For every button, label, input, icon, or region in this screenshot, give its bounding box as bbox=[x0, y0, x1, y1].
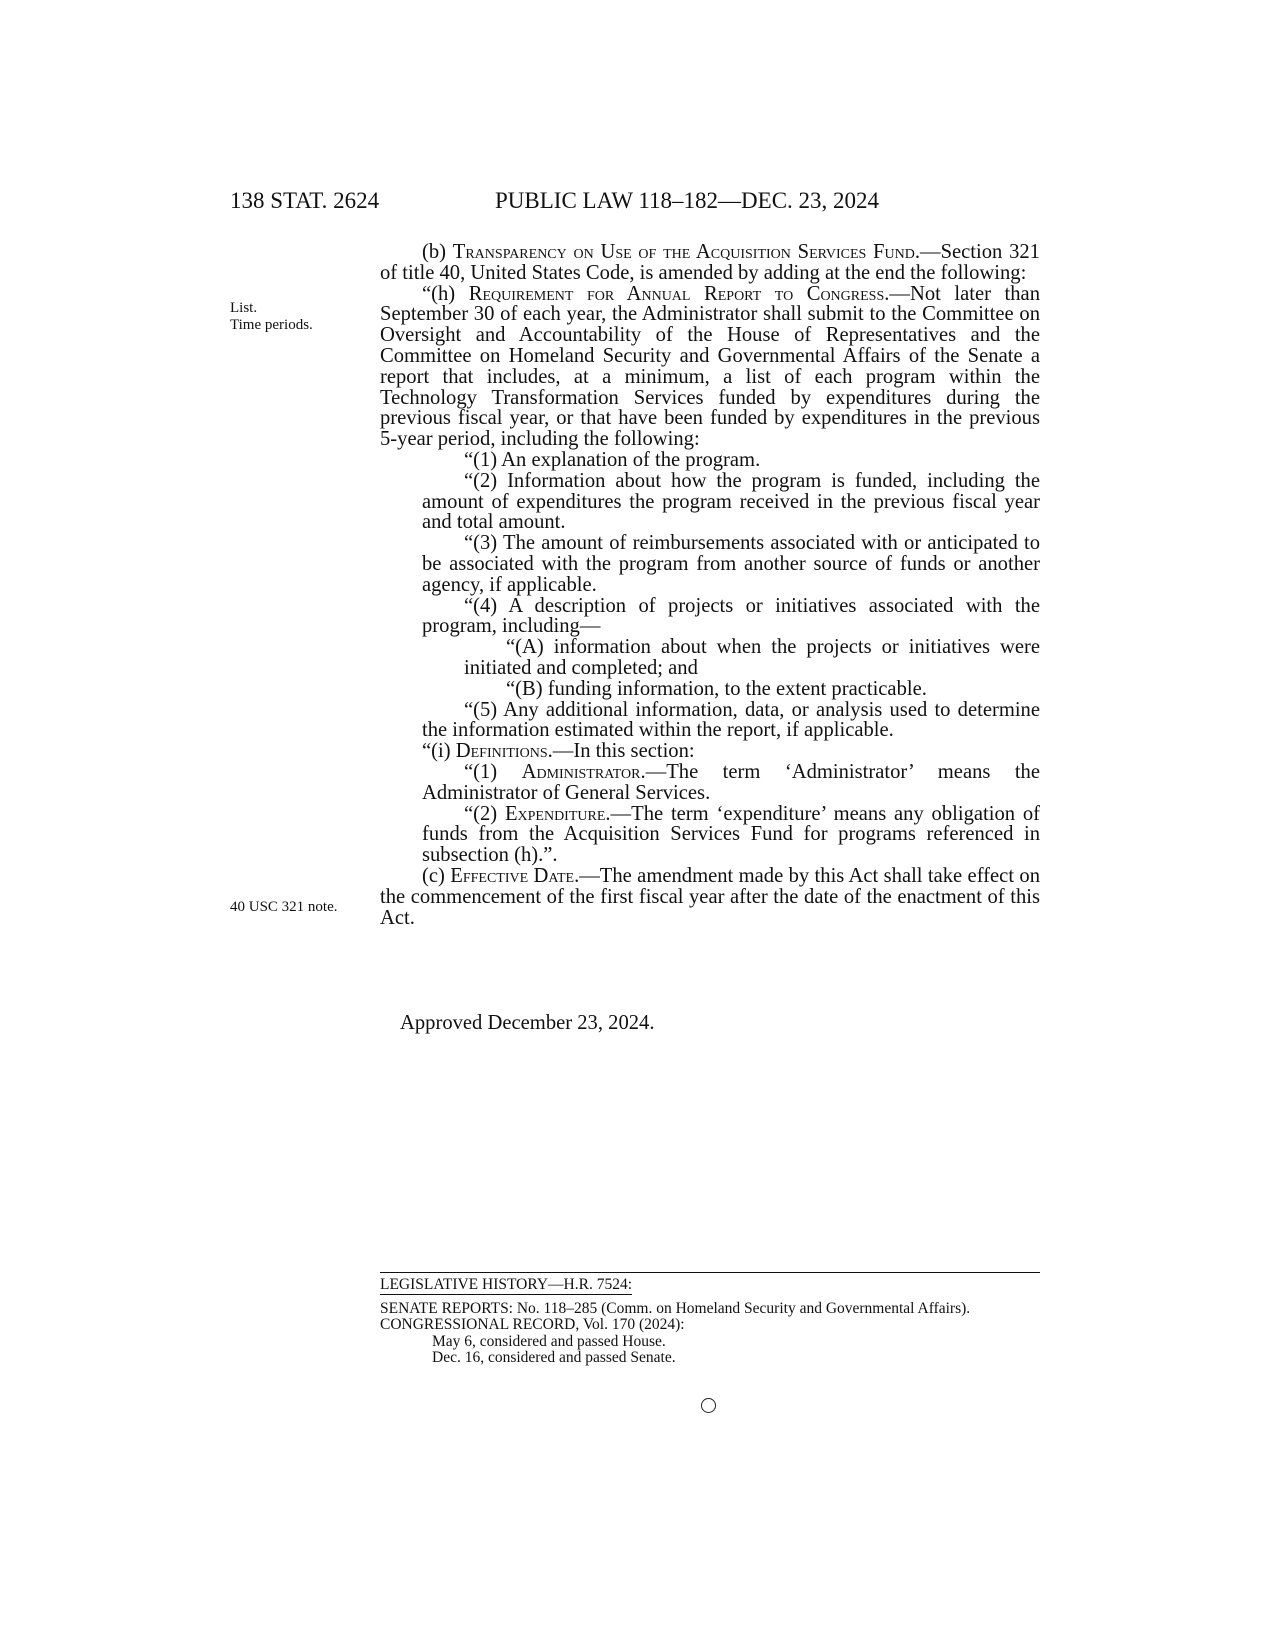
approval-date: Approved December 23, 2024. bbox=[400, 1012, 655, 1034]
margin-note-time-periods: Time periods. bbox=[230, 317, 313, 333]
definition-2-label: “(2) bbox=[464, 802, 505, 825]
definition-2-heading: Expenditure bbox=[504, 802, 606, 825]
subsection-i-heading: Definitions bbox=[455, 740, 548, 763]
section-c-label: (c) bbox=[422, 864, 451, 887]
page-header bbox=[230, 188, 1030, 218]
definition-1-heading: Administrator bbox=[521, 760, 641, 783]
margin-note-list bbox=[230, 300, 313, 334]
subsection-i-label: “(i) bbox=[422, 740, 456, 763]
record-item-senate: Dec. 16, considered and passed Senate. bbox=[432, 1349, 676, 1366]
legislative-history-title: LEGISLATIVE HISTORY—H.R. 7524: bbox=[380, 1276, 633, 1293]
section-b-label: (b) bbox=[422, 241, 453, 263]
definition-2 bbox=[380, 804, 1040, 866]
paragraph-2: “(2) Information about how the program is funded, including the amount of expenditures the program received in the previous fiscal year and total amount. bbox=[422, 469, 1040, 534]
public-law-title: PUBLIC LAW 118–182—DEC. 23, 2024 bbox=[495, 188, 880, 213]
section-b-paragraph bbox=[380, 242, 1040, 284]
legislative-history bbox=[380, 1277, 1040, 1367]
paragraph-5: “(5) Any additional information, data, or analysis used to determine the information estimated within the report, if applicable. bbox=[422, 698, 1040, 742]
definition-1-text: .—The term ‘Administrator’ means the Administrator of General Services. bbox=[422, 760, 1040, 804]
congressional-record: CONGRESSIONAL RECORD, Vol. 170 (2024): bbox=[380, 1316, 685, 1333]
paragraph-4: “(4) A description of projects or initiatives associated with the program, including— bbox=[422, 594, 1040, 638]
paragraph-3: “(3) The amount of reimbursements associated with or anticipated to be associated with the program from another source of funds or another agency, if applicable. bbox=[422, 532, 1040, 596]
legislative-history-divider bbox=[380, 1272, 1040, 1273]
section-c-paragraph bbox=[380, 866, 1040, 928]
definition-2-text: .—The term ‘expenditure’ means any obligation of funds from the Acquisition Services Fund for programs referenced in subsection (h).”. bbox=[422, 802, 1040, 867]
section-c-heading: Effective Date bbox=[450, 864, 575, 887]
end-of-law-circle-icon bbox=[701, 1398, 716, 1413]
senate-reports: SENATE REPORTS: No. 118–285 (Comm. on Homeland Security and Governmental Affairs). bbox=[380, 1299, 971, 1317]
subsection-i-text: .—In this section: bbox=[547, 740, 695, 763]
section-c-text: .—The amendment made by this Act shall take effect on the commencement of the first fiscal year after the date of the enactment of this Act. bbox=[380, 864, 1041, 929]
section-b-heading: Transparency on Use of the Acquisition Services Fund bbox=[452, 241, 915, 263]
subparagraph-b: “(B) funding information, to the extent practicable. bbox=[506, 677, 927, 700]
subparagraph-a: “(A) information about when the projects or initiatives were initiated and completed; and bbox=[464, 636, 1040, 679]
subsection-h-paragraph bbox=[380, 284, 1040, 450]
section-b-text: .—Section 321 of title 40, United States Code, is amended by adding at the end the following: bbox=[380, 241, 1040, 284]
subsection-i-paragraph bbox=[380, 741, 1040, 762]
subsection-h-label: “(h) bbox=[422, 282, 469, 305]
record-item-house: May 6, considered and passed House. bbox=[432, 1332, 666, 1350]
subsection-h-text: .—Not later than September 30 of each year, the Administrator shall submit to the Committee on Oversight and Accountability of the House of Representatives and the Committee on Homeland Security and Governmental Affairs of the Senate a report that includes, at a minimum, a list of each program within the Technology Transformation Services funded by expenditures during the previous fiscal year, or that have been funded by expenditures in the previous 5-year period, including the following: bbox=[380, 282, 1040, 451]
margin-note-usc: 40 USC 321 note. bbox=[230, 899, 338, 915]
definition-1 bbox=[380, 762, 1040, 804]
paragraph-1: “(1) An explanation of the program. bbox=[464, 448, 761, 471]
statute-page-number: 138 STAT. 2624 bbox=[230, 188, 380, 213]
subsection-h-heading: Requirement for Annual Report to Congress bbox=[468, 282, 885, 305]
margin-note-list-label: List. bbox=[230, 300, 258, 316]
law-body bbox=[380, 242, 1040, 928]
definition-1-label: “(1) bbox=[464, 760, 522, 783]
